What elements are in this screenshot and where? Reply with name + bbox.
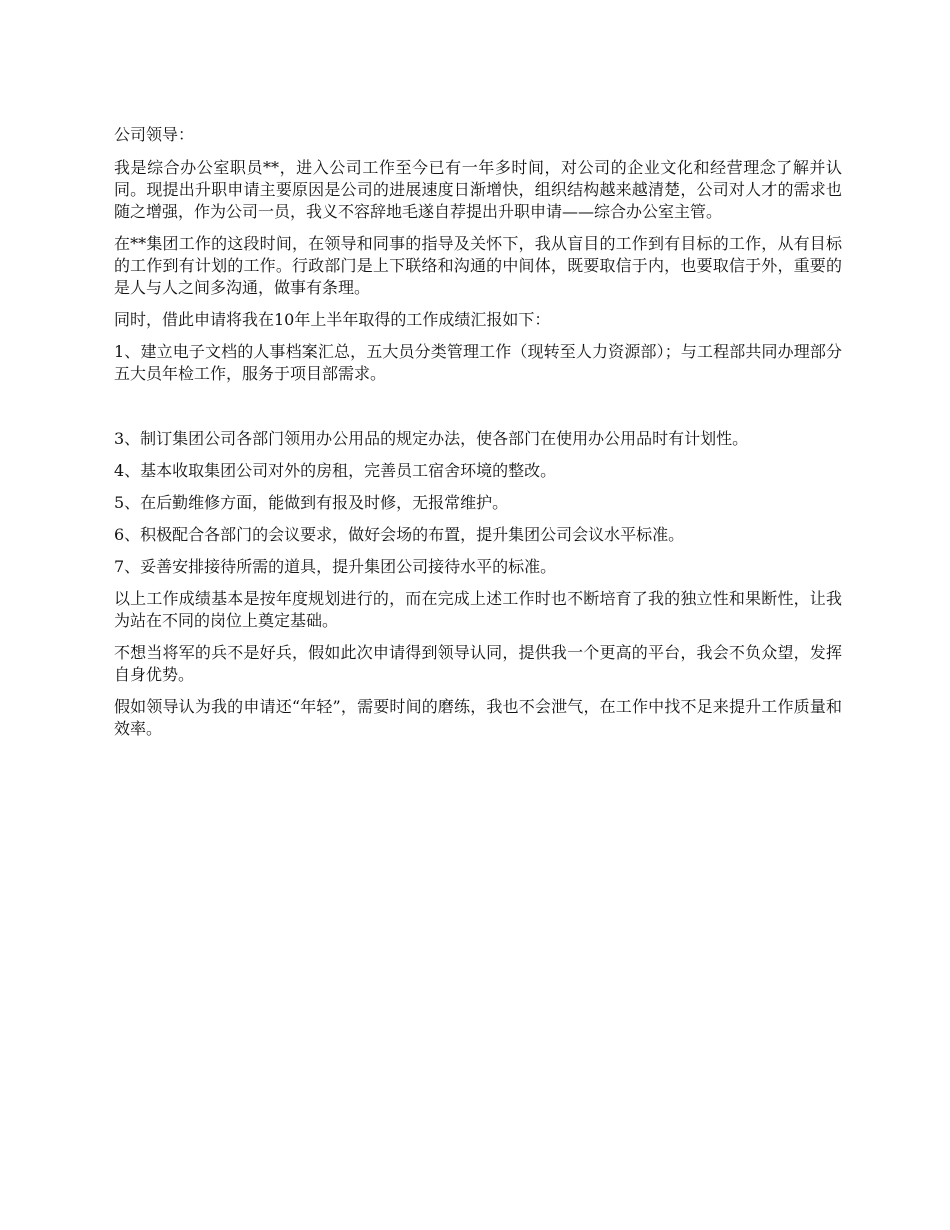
- greeting: 公司领导：: [114, 125, 195, 144]
- blank-gap: [114, 395, 842, 428]
- experience-paragraph: 在**集团工作的这段时间，在领导和同事的指导及关怀下，我从盲目的工作到有目标的工作，从有目标的工作到有计划的工作。行政部门是上下联络和沟通的中间体，既要取信于内，也要取信于外，重要的是人与人之间多沟通，做事有条理。: [114, 234, 842, 297]
- list-item: 3、制订集团公司各部门领用办公用品的规定办法，使各部门在使用办公用品时有计划性。: [114, 429, 749, 448]
- summary-paragraph: 以上工作成绩基本是按年度规划进行的，而在完成上述工作时也不断培育了我的独立性和果断性，让我为站在不同的岗位上奠定基础。: [114, 589, 842, 630]
- closing-paragraph: 假如领导认为我的申请还“年轻”，需要时间的磨练，我也不会泄气，在工作中找不足来提升工作质量和效率。: [114, 697, 842, 738]
- letter-body: [114, 124, 842, 750]
- list-item: 6、积极配合各部门的会议要求，做好会场的布置，提升集团公司会议水平标准。: [114, 525, 685, 544]
- list-item: 1、建立电子文档的人事档案汇总，五大员分类管理工作（现转至人力资源部）；与工程部共同办理部分五大员年检工作，服务于项目部需求。: [114, 342, 842, 383]
- list-item: 5、在后勤维修方面，能做到有报及时修，无报常维护。: [114, 493, 509, 512]
- ambition-paragraph: 不想当将军的兵不是好兵，假如此次申请得到领导认同，提供我一个更高的平台，我会不负众望，发挥自身优势。: [114, 643, 842, 684]
- report-intro: 同时，借此申请将我在10年上半年取得的工作成绩汇报如下：: [114, 310, 551, 329]
- list-item: 4、基本收取集团公司对外的房租，完善员工宿舍环境的整改。: [114, 461, 557, 480]
- list-item: 7、妥善安排接待所需的道具，提升集团公司接待水平的标准。: [114, 557, 557, 576]
- intro-paragraph: 我是综合办公室职员**，进入公司工作至今已有一年多时间，对公司的企业文化和经营理念了解并认同。现提出升职申请主要原因是公司的进展速度日渐增快，组织结构越来越清楚，公司对人才的需求也随之增强，作为公司一员，我义不容辞地毛遂自荐提出升职申请——综合办公室主管。: [114, 158, 842, 221]
